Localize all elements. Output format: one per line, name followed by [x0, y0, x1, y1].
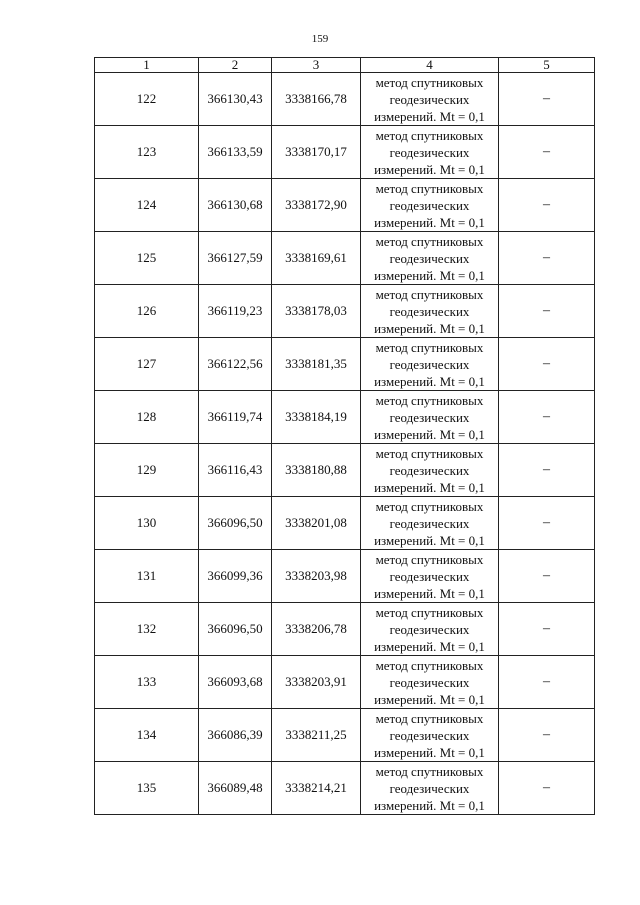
note-dash: –	[499, 126, 595, 179]
coordinate-x: 366130,68	[199, 179, 272, 232]
note-dash: –	[499, 497, 595, 550]
coordinate-x: 366119,74	[199, 391, 272, 444]
point-number: 123	[95, 126, 199, 179]
coordinate-y: 3338169,61	[272, 232, 361, 285]
method-description	[361, 603, 499, 656]
point-number: 129	[95, 444, 199, 497]
table-header-row	[95, 58, 595, 73]
method-line: измерений. Mt = 0,1	[374, 479, 485, 495]
point-number: 134	[95, 709, 199, 762]
table-row	[95, 338, 595, 391]
method-description	[361, 709, 499, 762]
point-number: 128	[95, 391, 199, 444]
method-line: метод спутниковых	[375, 445, 484, 461]
method-description	[361, 656, 499, 709]
coordinate-y: 3338180,88	[272, 444, 361, 497]
method-line: метод спутниковых	[375, 233, 484, 249]
method-description	[361, 179, 499, 232]
note-dash: –	[499, 656, 595, 709]
method-description	[361, 285, 499, 338]
method-line: измерений. Mt = 0,1	[374, 426, 485, 442]
note-dash: –	[499, 338, 595, 391]
coordinate-x: 366122,56	[199, 338, 272, 391]
table-row	[95, 709, 595, 762]
method-line: метод спутниковых	[375, 286, 484, 302]
method-line: измерений. Mt = 0,1	[374, 214, 485, 230]
note-dash: –	[499, 444, 595, 497]
note-dash: –	[499, 232, 595, 285]
point-number: 131	[95, 550, 199, 603]
method-description	[361, 338, 499, 391]
method-line: измерений. Mt = 0,1	[374, 161, 485, 177]
coordinate-y: 3338172,90	[272, 179, 361, 232]
point-number: 122	[95, 73, 199, 126]
coordinate-y: 3338206,78	[272, 603, 361, 656]
note-dash: –	[499, 179, 595, 232]
method-line: измерений. Mt = 0,1	[374, 585, 485, 601]
coordinate-x: 366130,43	[199, 73, 272, 126]
coordinates-table	[94, 57, 595, 815]
point-number: 126	[95, 285, 199, 338]
method-line: измерений. Mt = 0,1	[374, 267, 485, 283]
coordinate-y: 3338181,35	[272, 338, 361, 391]
table-row	[95, 762, 595, 815]
method-line: геодезических	[389, 621, 470, 637]
coordinate-x: 366096,50	[199, 497, 272, 550]
method-line: измерений. Mt = 0,1	[374, 320, 485, 336]
coordinate-y: 3338203,91	[272, 656, 361, 709]
coordinate-y: 3338211,25	[272, 709, 361, 762]
method-line: измерений. Mt = 0,1	[374, 797, 485, 813]
method-line: метод спутниковых	[375, 498, 484, 514]
method-line: метод спутниковых	[375, 710, 484, 726]
coordinate-x: 366086,39	[199, 709, 272, 762]
method-line: метод спутниковых	[375, 339, 484, 355]
method-line: измерений. Mt = 0,1	[374, 691, 485, 707]
coordinate-y: 3338184,19	[272, 391, 361, 444]
method-line: геодезических	[389, 727, 470, 743]
table-row	[95, 73, 595, 126]
point-number: 125	[95, 232, 199, 285]
method-line: метод спутниковых	[375, 604, 484, 620]
coordinate-x: 366127,59	[199, 232, 272, 285]
coordinate-x: 366119,23	[199, 285, 272, 338]
coordinate-x: 366133,59	[199, 126, 272, 179]
method-line: измерений. Mt = 0,1	[374, 638, 485, 654]
coordinate-x: 366089,48	[199, 762, 272, 815]
method-description	[361, 232, 499, 285]
method-line: геодезических	[389, 91, 470, 107]
method-description	[361, 444, 499, 497]
method-line: геодезических	[389, 515, 470, 531]
note-dash: –	[499, 550, 595, 603]
method-line: геодезических	[389, 197, 470, 213]
coordinate-y: 3338214,21	[272, 762, 361, 815]
method-line: метод спутниковых	[375, 392, 484, 408]
table-row	[95, 603, 595, 656]
note-dash: –	[499, 285, 595, 338]
method-line: измерений. Mt = 0,1	[374, 744, 485, 760]
method-line: метод спутниковых	[375, 180, 484, 196]
method-description	[361, 73, 499, 126]
table-row	[95, 656, 595, 709]
method-line: измерений. Mt = 0,1	[374, 373, 485, 389]
coordinate-y: 3338201,08	[272, 497, 361, 550]
point-number: 133	[95, 656, 199, 709]
coordinate-x: 366116,43	[199, 444, 272, 497]
method-line: геодезических	[389, 462, 470, 478]
method-line: геодезических	[389, 356, 470, 372]
point-number: 127	[95, 338, 199, 391]
column-header-1: 1	[95, 58, 199, 73]
coordinate-x: 366093,68	[199, 656, 272, 709]
note-dash: –	[499, 391, 595, 444]
method-description	[361, 762, 499, 815]
method-line: метод спутниковых	[375, 74, 484, 90]
method-line: метод спутниковых	[375, 657, 484, 673]
table-row	[95, 126, 595, 179]
column-header-4: 4	[361, 58, 499, 73]
coordinate-y: 3338178,03	[272, 285, 361, 338]
coordinate-x: 366096,50	[199, 603, 272, 656]
coordinate-y: 3338166,78	[272, 73, 361, 126]
point-number: 132	[95, 603, 199, 656]
table-row	[95, 285, 595, 338]
method-line: геодезических	[389, 674, 470, 690]
method-line: метод спутниковых	[375, 551, 484, 567]
page-number: 159	[311, 33, 329, 45]
coordinate-y: 3338203,98	[272, 550, 361, 603]
table-row	[95, 444, 595, 497]
table-row	[95, 497, 595, 550]
table-row	[95, 179, 595, 232]
column-header-2: 2	[199, 58, 272, 73]
method-line: метод спутниковых	[375, 763, 484, 779]
column-header-5: 5	[499, 58, 595, 73]
coordinate-y: 3338170,17	[272, 126, 361, 179]
table-row	[95, 232, 595, 285]
method-line: геодезических	[389, 303, 470, 319]
method-line: метод спутниковых	[375, 127, 484, 143]
point-number: 124	[95, 179, 199, 232]
table-body	[95, 73, 595, 815]
method-line: геодезических	[389, 780, 470, 796]
coordinate-x: 366099,36	[199, 550, 272, 603]
method-description	[361, 550, 499, 603]
method-line: измерений. Mt = 0,1	[374, 532, 485, 548]
point-number: 135	[95, 762, 199, 815]
point-number: 130	[95, 497, 199, 550]
method-line: геодезических	[389, 250, 470, 266]
method-line: геодезических	[389, 409, 470, 425]
method-description	[361, 497, 499, 550]
method-description	[361, 126, 499, 179]
method-line: геодезических	[389, 144, 470, 160]
note-dash: –	[499, 709, 595, 762]
note-dash: –	[499, 73, 595, 126]
note-dash: –	[499, 603, 595, 656]
method-description	[361, 391, 499, 444]
method-line: измерений. Mt = 0,1	[374, 108, 485, 124]
note-dash: –	[499, 762, 595, 815]
column-header-3: 3	[272, 58, 361, 73]
table-row	[95, 391, 595, 444]
method-line: геодезических	[389, 568, 470, 584]
table-row	[95, 550, 595, 603]
